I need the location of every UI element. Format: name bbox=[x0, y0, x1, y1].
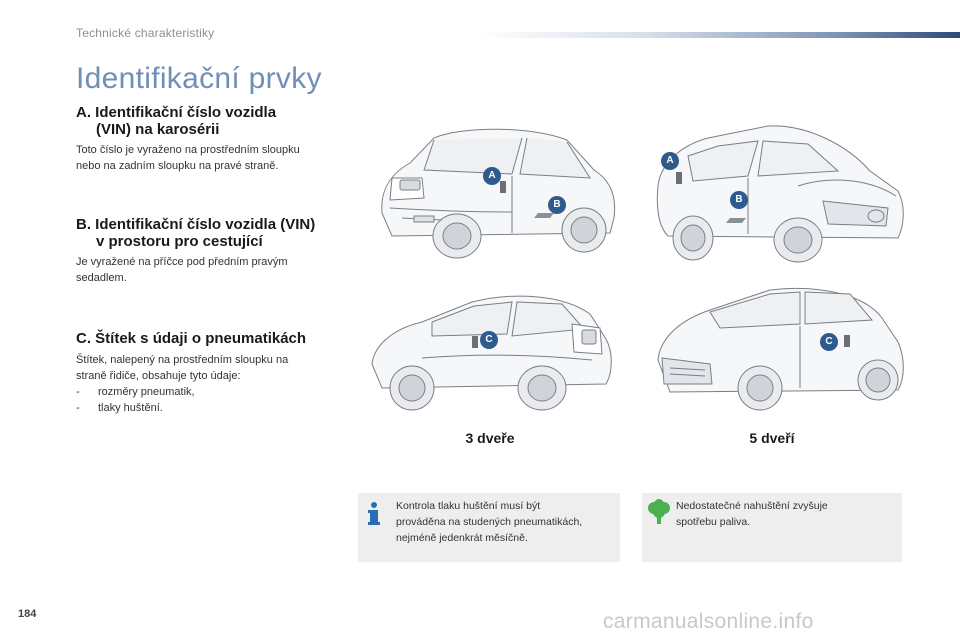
note-eco-text bbox=[676, 498, 898, 530]
label-3-doors: 3 dveře bbox=[465, 430, 515, 446]
car-3door-rear-illustration bbox=[362, 118, 624, 263]
note-box-eco bbox=[642, 493, 902, 562]
vin-plate-marker-5door bbox=[676, 172, 682, 184]
info-icon bbox=[366, 501, 382, 527]
section-c-letter: C. bbox=[76, 330, 91, 347]
note-info-line3: nejméně jedenkrát měsíčně. bbox=[396, 532, 528, 544]
section-c-body bbox=[76, 352, 346, 416]
section-a-title-line1: Identifikační číslo vozidla bbox=[95, 104, 277, 121]
marker-b-5door: B bbox=[730, 191, 748, 209]
section-b-letter: B. bbox=[76, 216, 91, 233]
section-c-bullet-2: - tlaky huštění. bbox=[76, 400, 346, 416]
car-3door-side-illustration bbox=[362, 284, 624, 419]
note-eco-line2: spotřebu paliva. bbox=[676, 516, 751, 528]
section-a-line2: nebo na zadním sloupku na pravé straně. bbox=[76, 160, 279, 172]
section-b-line2: sedadlem. bbox=[76, 272, 127, 284]
note-info-line2: prováděna na studených pneumatikách, bbox=[396, 516, 583, 528]
section-a-heading bbox=[76, 104, 346, 138]
marker-c-3door: C bbox=[480, 331, 498, 349]
watermark: carmanualsonline.info bbox=[603, 610, 814, 633]
section-c-heading bbox=[76, 330, 356, 347]
label-5-doors: 5 dveří bbox=[749, 430, 795, 446]
section-c-bullet-1: - rozměry pneumatik, bbox=[76, 384, 346, 400]
marker-a-5door: A bbox=[661, 152, 679, 170]
section-c-title-line1: Štítek s údaji o pneumatikách bbox=[95, 330, 307, 347]
section-b-title-line1: Identifikační číslo vozidla (VIN) bbox=[95, 216, 316, 233]
car-5door-front-illustration bbox=[648, 116, 910, 266]
note-eco-line1: Nedostatečné nahuštění zvyšuje bbox=[676, 500, 828, 512]
section-b-title-line2: v prostoru pro cestující bbox=[96, 233, 263, 250]
page-title: Identifikační prvky bbox=[76, 62, 322, 95]
marker-a-3door: A bbox=[483, 167, 501, 185]
car-5door-front-side-illustration bbox=[650, 280, 912, 418]
section-c-line2: straně řidiče, obsahuje tyto údaje: bbox=[76, 370, 241, 382]
running-header: Technické charakteristiky bbox=[76, 26, 215, 40]
section-b-line1: Je vyražené na příčce pod předním pravým bbox=[76, 256, 288, 268]
section-a-title-line2: (VIN) na karosérii bbox=[96, 121, 220, 138]
section-b-body bbox=[76, 254, 346, 286]
tyre-label-marker-5door bbox=[844, 335, 850, 347]
vin-plate-marker bbox=[500, 181, 506, 193]
section-a-line1: Toto číslo je vyraženo na prostředním sloupku bbox=[76, 144, 300, 156]
note-info-line1: Kontrola tlaku huštění musí být bbox=[396, 500, 541, 512]
section-a-letter: A. bbox=[76, 104, 91, 121]
section-a-body bbox=[76, 142, 346, 174]
marker-b-3door: B bbox=[548, 196, 566, 214]
marker-c-5door: C bbox=[820, 333, 838, 351]
note-box-info bbox=[358, 493, 620, 562]
page-number: 184 bbox=[18, 608, 37, 620]
section-c-line1: Štítek, nalepený na prostředním sloupku na bbox=[76, 354, 289, 366]
tree-icon bbox=[647, 499, 671, 525]
section-b-heading bbox=[76, 216, 356, 250]
note-info-text bbox=[396, 498, 618, 546]
header-decor-bar bbox=[478, 32, 960, 38]
tyre-label-marker-3door bbox=[472, 336, 478, 348]
